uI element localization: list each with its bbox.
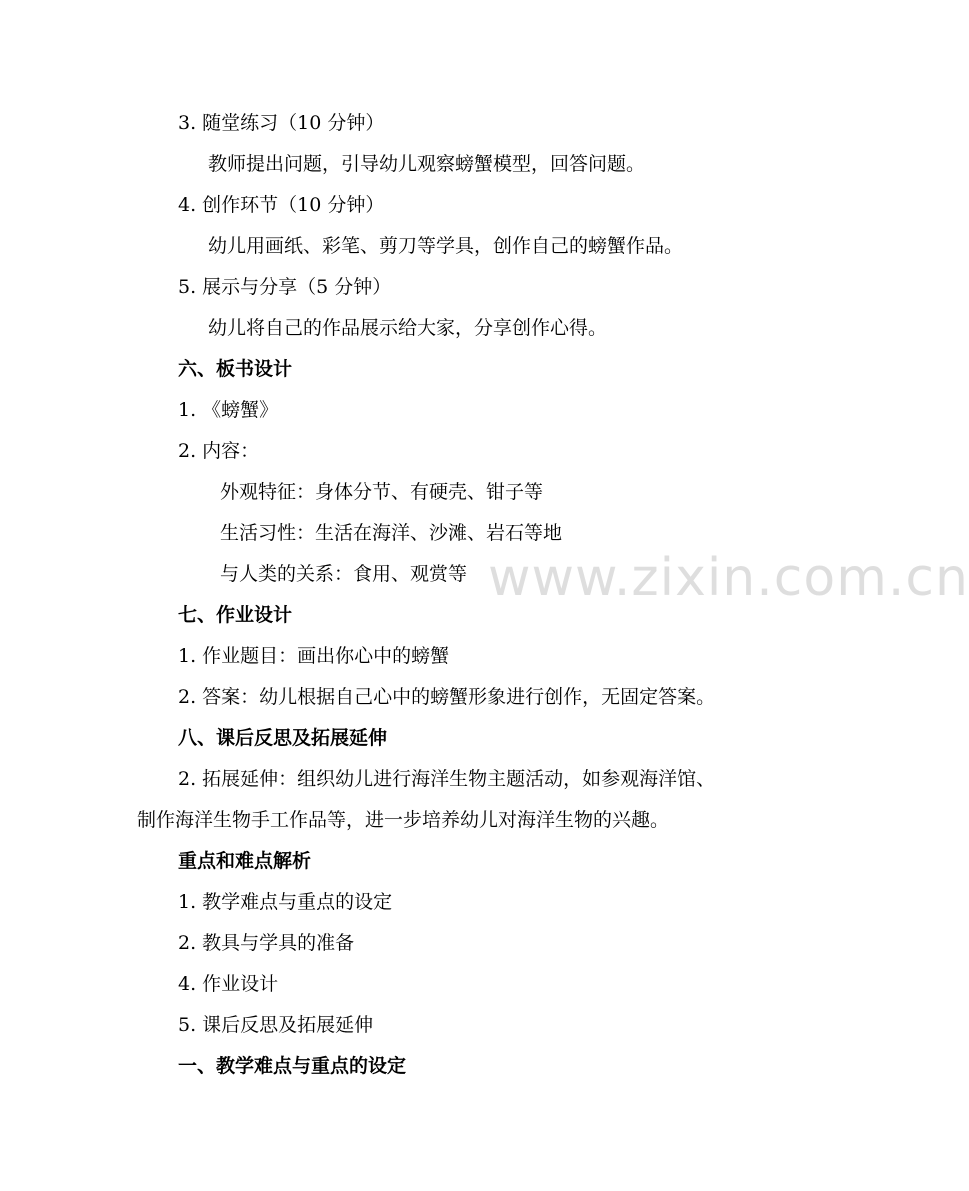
analysis-item-4: 4. 作业设计 — [178, 973, 279, 995]
item-4-heading: 4. 创作环节（10 分钟） — [178, 194, 385, 216]
section-6-title: 六、板书设计 — [178, 358, 293, 380]
section-1-title: 一、教学难点与重点的设定 — [178, 1055, 407, 1077]
section-7-title: 七、作业设计 — [178, 604, 293, 626]
analysis-title: 重点和难点解析 — [178, 850, 312, 872]
board-item-2: 2. 内容： — [178, 440, 260, 462]
item-4-text: 幼儿用画纸、彩笔、剪刀等学具，创作自己的螃蟹作品。 — [208, 235, 684, 257]
board-content-appearance: 外观特征：身体分节、有硬壳、钳子等 — [220, 481, 544, 503]
watermark: www.zixin.com.cn — [488, 548, 969, 608]
analysis-item-2: 2. 教具与学具的准备 — [178, 932, 355, 954]
item-3-text: 教师提出问题，引导幼儿观察螃蟹模型，回答问题。 — [208, 153, 646, 175]
board-content-habits: 生活习性：生活在海洋、沙滩、岩石等地 — [220, 522, 563, 544]
homework-item-2: 2. 答案：幼儿根据自己心中的螃蟹形象进行创作，无固定答案。 — [178, 686, 716, 708]
homework-item-1: 1. 作业题目：画出你心中的螃蟹 — [178, 645, 450, 667]
extension-line-1: 2. 拓展延伸：组织幼儿进行海洋生物主题活动，如参观海洋馆、 — [178, 768, 716, 790]
item-5-text: 幼儿将自己的作品展示给大家，分享创作心得。 — [208, 317, 608, 339]
item-5-heading: 5. 展示与分享（5 分钟） — [178, 276, 392, 298]
analysis-item-5: 5. 课后反思及拓展延伸 — [178, 1014, 374, 1036]
analysis-item-1: 1. 教学难点与重点的设定 — [178, 891, 393, 913]
extension-line-2: 制作海洋生物手工作品等，进一步培养幼儿对海洋生物的兴趣。 — [137, 809, 670, 831]
item-3-heading: 3. 随堂练习（10 分钟） — [178, 112, 385, 134]
board-item-1: 1. 《螃蟹》 — [178, 399, 279, 421]
board-content-relation: 与人类的关系：食用、观赏等 — [220, 563, 468, 585]
section-8-title: 八、课后反思及拓展延伸 — [178, 727, 388, 749]
